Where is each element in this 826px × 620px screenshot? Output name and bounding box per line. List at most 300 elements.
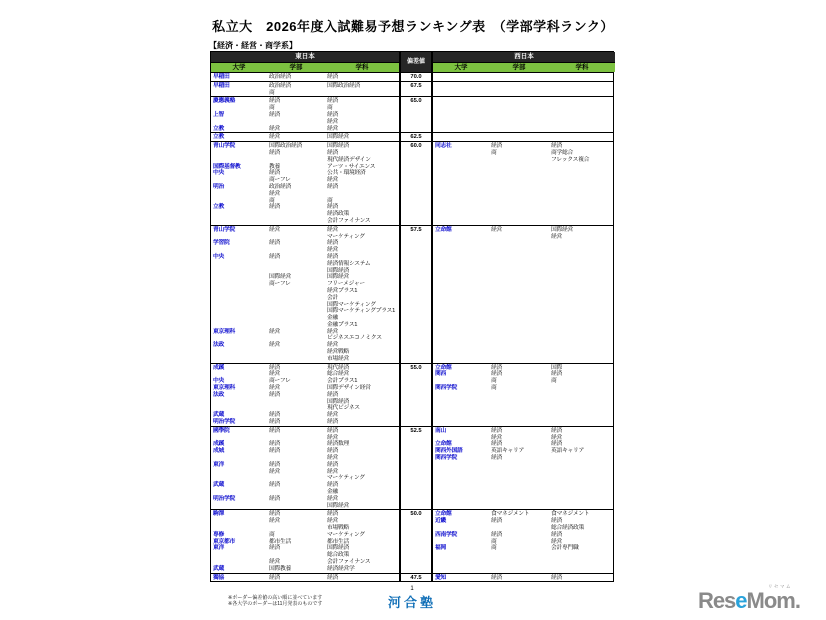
university-name[interactable]: 東洋 xyxy=(213,545,224,552)
university-name[interactable]: 東京都市 xyxy=(213,538,235,545)
faculty-name xyxy=(267,315,325,322)
faculty-name: 経済 xyxy=(491,574,502,581)
table-column xyxy=(549,82,615,97)
table-column xyxy=(489,510,549,572)
department-name: 国際マーケティング xyxy=(327,301,376,308)
score-column xyxy=(399,73,433,81)
university-name[interactable]: 成蹊 xyxy=(213,364,224,371)
faculty-name: 経済 xyxy=(269,419,280,426)
department-name: フリーメジャー xyxy=(327,281,365,288)
department-name: 経済 xyxy=(327,427,338,434)
university-name[interactable]: 立教 xyxy=(213,125,224,132)
university-name xyxy=(211,191,267,198)
table-column xyxy=(325,226,399,363)
department-name: 国際経営 xyxy=(327,134,349,141)
faculty-name: 経済 xyxy=(269,441,280,448)
header-department: 学科 xyxy=(325,62,399,72)
university-name[interactable]: 愛知 xyxy=(435,574,446,581)
university-name[interactable]: 東洋 xyxy=(213,461,224,468)
table-column xyxy=(211,97,267,132)
university-name[interactable]: 早稲田 xyxy=(213,82,230,89)
faculty-name xyxy=(489,234,549,241)
university-name[interactable]: 同志社 xyxy=(435,143,452,150)
table-column xyxy=(211,226,267,363)
university-name xyxy=(211,268,267,275)
university-name xyxy=(211,90,267,97)
university-name xyxy=(433,157,489,164)
faculty-name: 経済 xyxy=(491,531,502,538)
faculty-name xyxy=(489,157,549,164)
table-column xyxy=(489,427,549,510)
university-name[interactable]: 成城 xyxy=(213,448,224,455)
university-name[interactable]: 法政 xyxy=(213,342,224,349)
department-name: 経済 xyxy=(327,391,338,398)
department-name: 国際政治経済 xyxy=(327,82,360,89)
table-column xyxy=(489,133,549,141)
score-column xyxy=(399,226,433,363)
table-column xyxy=(211,510,267,572)
faculty-name: 経営 xyxy=(269,226,280,233)
faculty-name: 経済 xyxy=(269,427,280,434)
resemom-logo[interactable] xyxy=(698,584,800,613)
faculty-name: 経営 xyxy=(269,468,280,475)
university-name xyxy=(211,218,267,225)
department-name: 経営 xyxy=(327,177,338,184)
university-name[interactable]: 東京理科 xyxy=(213,385,235,392)
university-name xyxy=(211,559,267,566)
faculty-name: 経営 xyxy=(269,518,280,525)
university-name xyxy=(433,234,489,241)
department-name: 商学総合 xyxy=(551,149,573,156)
table-column xyxy=(433,574,489,582)
department-name: 都市生活 xyxy=(327,538,349,545)
faculty-name xyxy=(267,552,325,559)
university-name[interactable]: 立命館 xyxy=(435,441,452,448)
university-name xyxy=(211,552,267,559)
university-name xyxy=(211,157,267,164)
faculty-name: 経済 xyxy=(491,371,502,378)
faculty-name xyxy=(267,349,325,356)
university-name xyxy=(211,315,267,322)
score-value: 60.0 xyxy=(410,143,422,150)
footnote-line: ※各大学のボーダーは11月発表のものです xyxy=(228,601,323,607)
department-name: 経営 xyxy=(327,468,338,475)
faculty-name: 経済 xyxy=(269,364,280,371)
university-name xyxy=(211,261,267,268)
university-name[interactable]: 中央 xyxy=(213,253,224,260)
department-name: 経済 xyxy=(327,74,338,80)
department-name: 経済数理 xyxy=(327,441,349,448)
faculty-name xyxy=(267,489,325,496)
department-name: 国際経営 xyxy=(551,226,573,233)
department-name: 国際経済 xyxy=(327,398,349,405)
university-name xyxy=(211,469,267,476)
faculty-name: 商 xyxy=(269,531,275,538)
university-name[interactable]: 慶應義塾 xyxy=(213,98,235,105)
university-name[interactable]: 青山学院 xyxy=(213,143,235,150)
department-name: 商 xyxy=(327,197,333,204)
university-name[interactable]: 上智 xyxy=(213,111,224,118)
score-band xyxy=(211,81,613,97)
department-name: 経済 xyxy=(327,183,338,190)
table-column xyxy=(267,142,325,225)
faculty-name: 国際政治経済 xyxy=(269,143,302,150)
university-name xyxy=(211,150,267,157)
table-column xyxy=(489,364,549,426)
score-band xyxy=(211,573,613,582)
score-value: 52.5 xyxy=(410,427,422,434)
faculty-name: 都市生活 xyxy=(269,538,291,545)
department-name: 商 xyxy=(327,105,333,112)
faculty-name xyxy=(267,356,325,363)
table-column xyxy=(325,364,399,426)
faculty-name: 国際経営 xyxy=(269,274,291,281)
department-name: 経営 xyxy=(327,495,338,502)
table-column xyxy=(325,574,399,582)
faculty-name: 商 xyxy=(491,378,497,385)
faculty-name: 経済 xyxy=(269,111,280,118)
table-column xyxy=(325,510,399,572)
table-column xyxy=(549,97,615,132)
faculty-name xyxy=(267,247,325,254)
department-name: 市場戦略 xyxy=(327,525,349,531)
header-university: 大学 xyxy=(211,62,267,72)
score-value: 65.0 xyxy=(410,98,422,105)
department-name: 経済 xyxy=(551,531,562,538)
university-name xyxy=(211,503,267,510)
table-column xyxy=(325,82,399,97)
department-name: 会計プラス1 xyxy=(327,378,358,385)
table-column xyxy=(211,574,267,582)
department-name: マーケティング xyxy=(327,233,365,240)
university-name[interactable]: 獨協 xyxy=(213,574,224,581)
table-column xyxy=(211,142,267,225)
university-name[interactable]: 関西 xyxy=(435,371,446,378)
faculty-name: 商 xyxy=(491,545,497,552)
score-band xyxy=(211,72,613,81)
university-name[interactable]: 國學院 xyxy=(213,427,230,434)
university-name[interactable]: 関西外国語 xyxy=(435,448,463,455)
department-name: 英語キャリア xyxy=(551,448,584,455)
score-value: 47.5 xyxy=(410,574,422,581)
university-name[interactable]: 明治 xyxy=(213,183,224,190)
university-name[interactable]: 武蔵 xyxy=(213,482,224,489)
university-name[interactable]: 学習院 xyxy=(213,240,230,247)
header-faculty: 学部 xyxy=(489,62,549,72)
department-name: 国際経営 xyxy=(327,274,349,281)
university-name[interactable]: 武蔵 xyxy=(213,565,224,572)
university-name[interactable]: 明治学院 xyxy=(213,419,235,426)
department-name: 経済 xyxy=(327,204,338,211)
university-name[interactable]: 福岡 xyxy=(435,545,446,552)
page-title: 私立大 2026年度入試難易予想ランキング表 （学部学科ランク） xyxy=(212,19,614,34)
university-name xyxy=(211,211,267,218)
university-name[interactable]: 中央 xyxy=(213,378,224,385)
faculty-name: 政治経済 xyxy=(269,82,291,89)
university-name xyxy=(433,150,489,157)
faculty-name: 経営 xyxy=(491,226,502,233)
faculty-name: 政治経済 xyxy=(269,74,291,80)
university-name[interactable]: 南山 xyxy=(435,427,446,434)
score-column xyxy=(399,510,433,572)
score-band xyxy=(211,132,613,141)
faculty-name: 商 xyxy=(491,538,497,545)
kawaijuku-logo[interactable]: 河合塾 xyxy=(387,595,436,610)
score-value: 70.0 xyxy=(410,74,422,80)
department-name: 経済 xyxy=(327,98,338,105)
faculty-name xyxy=(267,218,325,225)
department-name: 経済 xyxy=(327,253,338,260)
table-column xyxy=(267,82,325,97)
faculty-name: 経済 xyxy=(269,495,280,502)
university-name[interactable]: 関西学院 xyxy=(435,455,457,462)
university-name[interactable]: 武蔵 xyxy=(213,412,224,419)
university-name[interactable]: 法政 xyxy=(213,391,224,398)
score-band xyxy=(211,141,613,225)
table-column xyxy=(211,427,267,510)
faculty-name xyxy=(267,399,325,406)
score-value: 55.0 xyxy=(410,364,422,371)
department-name: 経営 xyxy=(551,434,562,441)
table-body xyxy=(211,72,613,581)
faculty-name: 経済 xyxy=(269,98,280,105)
department-name: 総合経営 xyxy=(327,371,349,378)
table-column xyxy=(325,427,399,510)
table-column xyxy=(549,427,615,510)
table-column xyxy=(325,133,399,141)
department-name: 国際経済 xyxy=(327,545,349,552)
faculty-name xyxy=(267,308,325,315)
faculty-name xyxy=(267,295,325,302)
department-name: 経済政策 xyxy=(327,211,349,218)
faculty-name: 商 xyxy=(491,385,497,392)
table-column xyxy=(433,427,489,510)
university-name xyxy=(211,308,267,315)
department-name: マーケティング xyxy=(327,475,365,482)
department-name: 経営 xyxy=(327,342,338,349)
university-name xyxy=(211,177,267,184)
department-name: 現代ビジネス xyxy=(327,405,360,412)
table-column xyxy=(433,82,489,97)
score-column xyxy=(399,574,433,582)
table-column xyxy=(549,142,615,225)
department-name: 国際デザイン経営 xyxy=(327,385,371,392)
department-name: 経営 xyxy=(327,434,338,441)
score-value: 67.5 xyxy=(410,82,422,89)
ranking-table xyxy=(210,51,614,582)
faculty-name: 商 xyxy=(269,89,275,96)
score-value: 57.5 xyxy=(410,226,422,233)
table-column xyxy=(489,82,549,97)
department-name: 経済 xyxy=(327,149,338,156)
table-column xyxy=(489,574,549,582)
score-band xyxy=(211,96,613,132)
table-column xyxy=(267,133,325,141)
university-name xyxy=(211,399,267,406)
department-name: 経済 xyxy=(551,441,562,448)
department-name: 経営 xyxy=(327,226,338,233)
department-name: 経済 xyxy=(327,240,338,247)
university-name[interactable]: 国際基督教 xyxy=(213,163,241,170)
faculty-name xyxy=(267,288,325,295)
table-column xyxy=(549,73,615,81)
university-name xyxy=(211,288,267,295)
header-faculty: 学部 xyxy=(267,62,325,72)
department-name: 経済経営学 xyxy=(327,565,355,572)
university-name[interactable]: 近畿 xyxy=(435,518,446,525)
table-column xyxy=(325,73,399,81)
department-name: 経済 xyxy=(551,371,562,378)
university-name xyxy=(211,281,267,288)
university-name[interactable]: 中央 xyxy=(213,170,224,177)
faculty-name: 経済 xyxy=(269,412,280,419)
department-name: マーケティング xyxy=(327,531,365,538)
department-name: フレックス複合 xyxy=(551,156,590,163)
university-name xyxy=(433,525,489,532)
university-name xyxy=(211,356,267,363)
score-column xyxy=(399,142,433,225)
department-name: 経済 xyxy=(327,461,338,468)
score-value: 50.0 xyxy=(410,511,422,518)
table-column xyxy=(489,142,549,225)
table-column xyxy=(433,73,489,81)
department-name: 経済 xyxy=(551,427,562,434)
university-name[interactable]: 関西学院 xyxy=(435,385,457,392)
university-name xyxy=(211,525,267,532)
table-header xyxy=(211,52,613,72)
department-name: 金融 xyxy=(327,315,338,322)
university-name[interactable]: 西南学院 xyxy=(435,531,457,538)
university-name xyxy=(211,295,267,302)
university-name[interactable]: 早稲田 xyxy=(213,74,230,80)
faculty-name xyxy=(267,261,325,268)
score-column xyxy=(399,133,433,141)
table-column xyxy=(549,510,615,572)
department-name: 公共・環境経済 xyxy=(327,170,366,177)
department-name: 経営 xyxy=(327,412,338,419)
score-column xyxy=(399,427,433,510)
department-name: 経済 xyxy=(327,111,338,118)
department-name: 経営戦略 xyxy=(327,349,349,356)
header-university: 大学 xyxy=(433,62,489,72)
department-name: 会計専門職 xyxy=(551,545,579,552)
university-name xyxy=(211,322,267,329)
faculty-name xyxy=(267,119,325,126)
header-west-japan: 西日本 xyxy=(433,52,615,62)
department-name: 商 xyxy=(551,378,557,385)
footnote-line: ※ボーダー偏差値の高い順に並べています xyxy=(228,595,323,601)
university-name[interactable]: 立命館 xyxy=(435,511,452,518)
department-name: 経営 xyxy=(327,455,338,462)
table-column xyxy=(211,133,267,141)
university-name xyxy=(211,105,267,112)
department-name: 国際経済 xyxy=(327,267,349,274)
faculty-name: 商 xyxy=(269,197,275,204)
department-name: 会計 xyxy=(327,294,338,301)
score-band xyxy=(211,225,613,363)
faculty-name: 商ーフレ xyxy=(269,177,291,184)
university-name[interactable]: 立命館 xyxy=(435,364,452,371)
score-band xyxy=(211,363,613,426)
university-name[interactable]: 明治学院 xyxy=(213,495,235,502)
university-name[interactable]: 東京理科 xyxy=(213,328,235,335)
university-name[interactable]: 立教 xyxy=(213,134,224,141)
university-name[interactable]: 専修 xyxy=(213,531,224,538)
department-name: 会計ファイナンス xyxy=(327,558,371,565)
score-column xyxy=(399,97,433,132)
department-name: 市場経営 xyxy=(327,355,349,362)
faculty-name: 経済 xyxy=(269,574,280,581)
faculty-name: 教養 xyxy=(269,163,280,170)
faculty-name: 経営 xyxy=(269,558,280,565)
university-name xyxy=(211,274,267,281)
university-name[interactable]: 立命館 xyxy=(435,226,452,233)
faculty-name xyxy=(267,302,325,309)
score-column xyxy=(399,364,433,426)
department-name: 総合政策 xyxy=(327,552,349,559)
table-column xyxy=(211,364,267,426)
table-column xyxy=(267,574,325,582)
department-name: 経営 xyxy=(327,518,338,525)
resemom-wordmark: ReseMom. xyxy=(697,588,800,613)
department-name: 会計ファイナンス xyxy=(327,217,371,224)
university-name[interactable]: 駒澤 xyxy=(213,511,224,518)
department-name: 経営 xyxy=(551,233,562,240)
faculty-name: 経営 xyxy=(491,434,502,441)
department-name: 経営プラス1 xyxy=(327,287,358,294)
faculty-name: 経営 xyxy=(269,125,280,132)
table-column xyxy=(267,364,325,426)
score-value: 62.5 xyxy=(410,134,422,141)
department-name: 経済 xyxy=(327,511,338,518)
university-name[interactable]: 青山学院 xyxy=(213,226,235,233)
faculty-name: 商 xyxy=(491,149,497,156)
department-name: 国際 xyxy=(551,364,562,371)
faculty-name: 経済 xyxy=(269,391,280,398)
header-deviation-score: 偏差値 xyxy=(399,52,433,72)
department-name: 経済 xyxy=(327,419,338,426)
university-name xyxy=(211,119,267,126)
table-column xyxy=(325,142,399,225)
department-name: 経済 xyxy=(551,143,562,150)
faculty-name: 政治経済 xyxy=(269,183,291,190)
university-name xyxy=(211,489,267,496)
faculty-name: 経済 xyxy=(269,204,280,211)
header-department: 学科 xyxy=(549,62,615,72)
department-name: 金融 xyxy=(327,489,338,496)
department-name: 金融プラス1 xyxy=(327,321,358,328)
department-name: 国際マーケティングプラス1 xyxy=(327,308,396,315)
department-name: 現代経済 xyxy=(327,364,349,371)
department-name: 経済情報システム xyxy=(327,260,371,267)
table-column xyxy=(433,97,489,132)
table-column xyxy=(433,226,489,363)
university-name[interactable]: 成蹊 xyxy=(213,441,224,448)
faculty-name xyxy=(267,455,325,462)
department-name: 経営 xyxy=(327,118,338,125)
table-column xyxy=(267,97,325,132)
department-name xyxy=(549,385,615,392)
faculty-name: 経済 xyxy=(491,455,502,462)
faculty-name: 英語キャリア xyxy=(491,448,524,455)
faculty-name: 経済 xyxy=(491,441,502,448)
department-name: 経済 xyxy=(551,518,562,525)
faculty-name: 経済 xyxy=(269,545,280,552)
faculty-name: 商 xyxy=(269,105,275,112)
table-column xyxy=(433,364,489,426)
faculty-name: 経済 xyxy=(269,240,280,247)
university-name[interactable]: 立教 xyxy=(213,204,224,211)
